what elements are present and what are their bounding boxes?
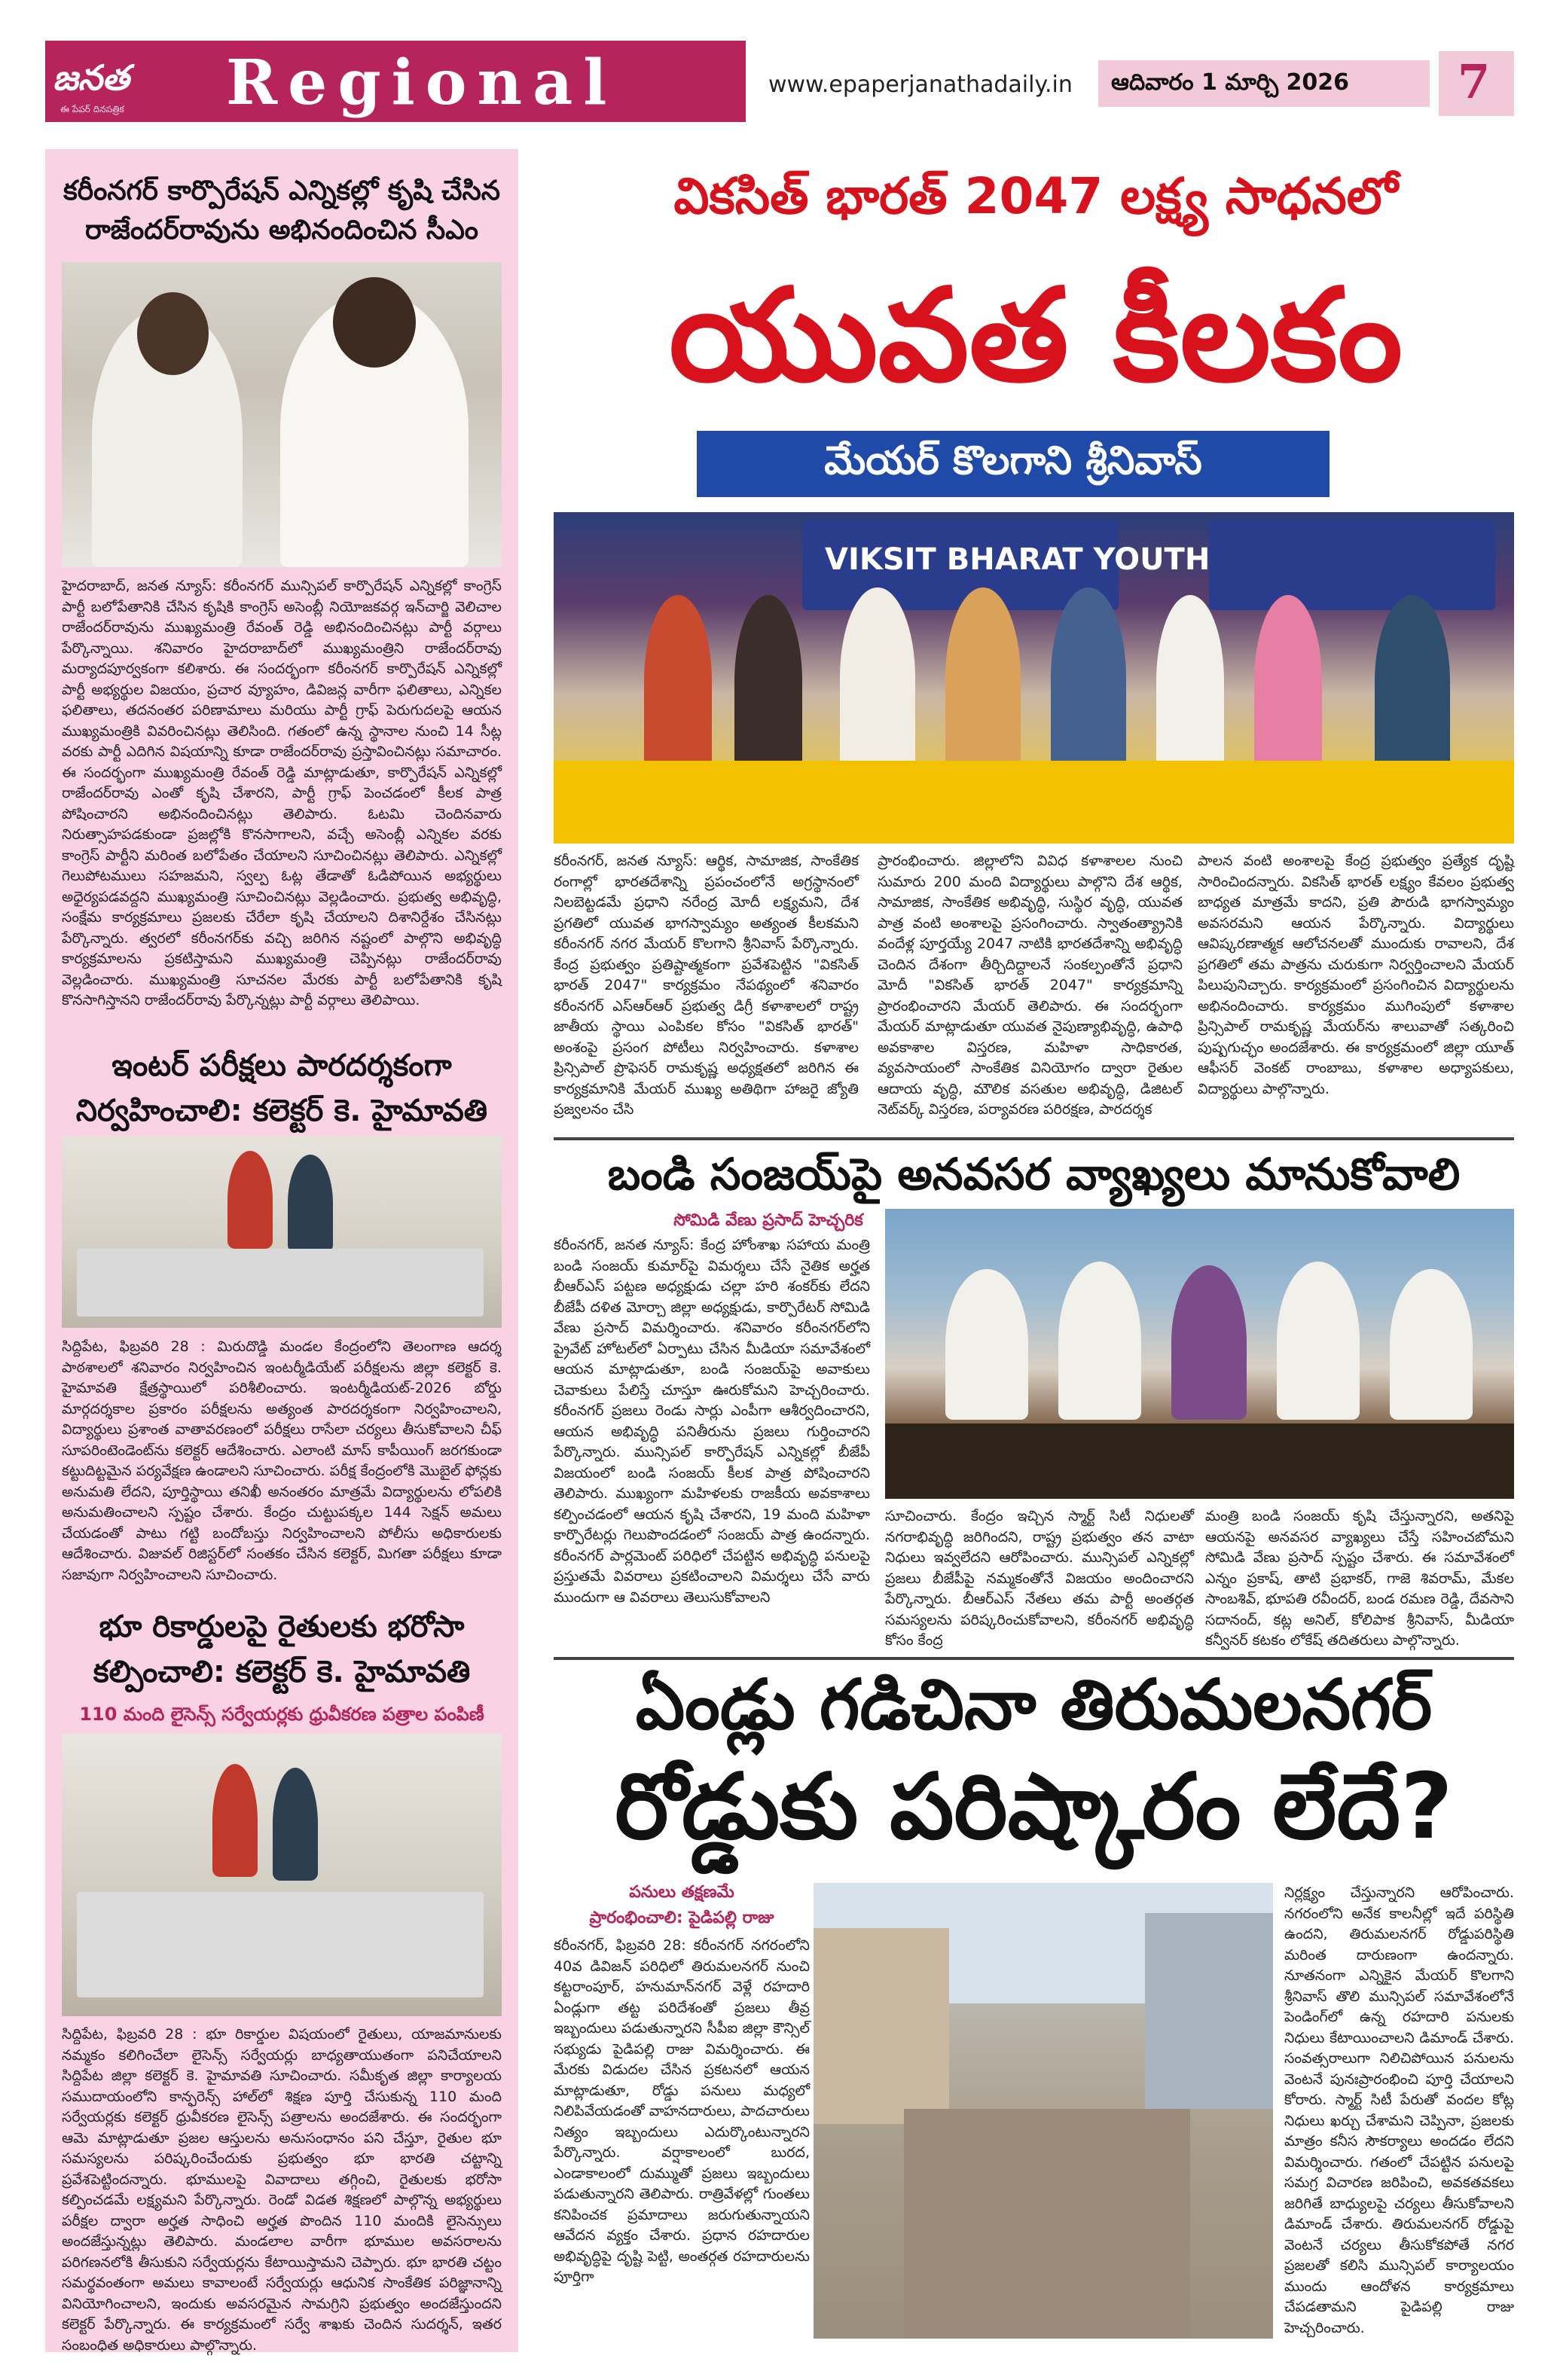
left-story1-body: హైదరాబాద్, జనత న్యూస్: కరీంనగర్ మున్సిపల్ కార్పొరేషన్ ఎన్నికల్లో కాంగ్రెస్ పార్టీ బలోపేతానికి చేసిన కృషికి కాంగ్రెస్ అసెంబ్లీ నియోజకవర్గ ఇన్‌చార్జి వెలిచాల రాజేందర్‌రావును ముఖ్యమంత్రి రేవంత్ రెడ్డి అభినందించినట్లు పార్టీ వర్గాలు పేర్కొన్నాయి. శనివారం హైదరాబాద్‌లో ముఖ్యమంత్రిని రాజేందర్‌రావు మర్యాదపూర్వకంగా కలిశారు. ఈ సందర్భంగా కరీంనగర్ కార్పొరేషన్ ఎన్నికల్లో పార్టీ అభ్యర్థుల విజయం, ప్రచార వ్యూహం, డివిజన్ల వారీగా ఫలితాలు, ఎన్నికల ఫలితాలు, తదనంతర పరిణామాలు మరియు పార్టీ గ్రాఫ్ పెరుగుదలపై ఆయన ముఖ్యమంత్రికి వివరించినట్లు తెలిసింది. గతంలో ఉన్న స్థానాల నుంచి 14 సీట్ల వరకు పార్టీ ఎదిగిన విషయాన్ని కూడా రాజేందర్‌రావు ప్రస్తావించినట్లు సమాచారం. ఈ సందర్భంగా ముఖ్యమంత్రి రేవంత్ రెడ్డి మాట్లాడుతూ, కార్పొరేషన్ ఎన్నికల్లో రాజేందర్‌రావు ఎంతో కృషి చేశారని, పార్టీ గ్రాఫ్ పెంచడంలో కీలక పాత్ర పోషించారని అభినందించినట్లు తెలిపారు. ఓటమి చెందినవారు నిరుత్సాహపడకుండా ప్రజల్లోకి కొనసాగాలని, వచ్చే అసెంబ్లీ ఎన్నికల వరకు కాంగ్రెస్ పార్టీని మరింత బలోపేతం చేయాలని సూచించినట్లు తెలిపారు. ఎన్నికల్లో గెలుపోటములు సహజమని, స్వల్ప ఓట్ల తేడాతో ఓడిపోయిన అభ్యర్థులు అధైర్యపడవద్దని ముఖ్యమంత్రి సూచించినట్లు వెల్లడించారు. ప్రభుత్వ అభివృద్ధి, సంక్షేమ కార్యక్రమాలు ప్రజలకు చేరేలా కృషి చేయాలని దిశానిర్దేశం చేసినట్లు పేర్కొన్నారు. త్వరలో కరీంనగర్‌కు వచ్చి జరిగిన నష్టంలో పాల్గొని అభివృద్ధి కార్యక్రమాలను ప్రకటిస్తామని ముఖ్యమంత్రి చెప్పినట్లు రాజేందర్‌రావు వెల్లడించారు. ముఖ్యమంత్రి సూచనల మేరకు పార్టీ బలోపేతానికి కృషి కొనసాగిస్తానని రాజేందర్‌రావు పేర్కొన్నట్లు పార్టీ వర్గాలు తెలిపాయి. xyxy=(62,578,502,1008)
photo-building-right xyxy=(1145,1913,1273,2109)
photo-group-8 xyxy=(1375,595,1450,768)
article2-column3: మంత్రి బండి సంజయ్ కృషి చేస్తున్నారని, అతనిపై ఆయనపై అనవసర వ్యాఖ్యలు చేస్తే సహించబోమని సోమిడి వేణు ప్రసాద్ స్పష్టం చేశారు. ఈ సమావేశంలో ఎన్నం ప్రకాష్, తాటి ప్రభాకర్, గాజె శివరామ్, మేకల సాంబశివ్, భూపతి రవీందర్, బండ రమణ రెడ్డి, దేవసాని సదానంద్, కట్ల అనిల్, కోలిపాక శ్రీనివాస్, మీడియా కన్వీనర్ కటకం లోకేష్ తదితరులు పాల్గొన్నారు. xyxy=(1205,1508,1514,1649)
photo-banner-text: VIKSIT BHARAT YOUTH xyxy=(825,542,1210,577)
left-story3-headline: భూ రికార్డులపై రైతులకు భరోసా కల్పించాలి: కలెక్టర్ కె. హైమావతి xyxy=(93,1610,471,1689)
article1-subhead: మేయర్ కొలగాని శ్రీనివాస్ xyxy=(824,438,1202,484)
left-story3-subheadline: 110 మంది లైసెన్స్ సర్వేయర్లకు ధ్రువీకరణ పత్రాల పంపిణీ xyxy=(79,1704,484,1725)
left-story3-photo xyxy=(62,1734,502,2016)
article1-column2: ప్రారంభించారు. జిల్లాలోని వివిధ కళాశాలల నుంచి సుమారు 200 మంది విద్యార్థులు పాల్గొని దేశ ఆర్థిక, సామాజిక, సాంకేతిక అభివృద్ధి, సుస్థిర వృద్ధి, యువత పాత్ర వంటి అంశాలపై ప్రసంగించారు. స్వాతంత్య్రానికి వందేళ్ల పూర్తయ్యే 2047 నాటికి భారతదేశాన్ని అభివృద్ధి చెందిన దేశంగా తీర్చిదిద్దాలనే సంకల్పంతోనే ప్రధాని మోదీ "వికసిత్ భారత్ 2047" కార్యక్రమాన్ని ప్రారంభించారని మేయర్ తెలిపారు. ఈ సందర్భంగా మేయర్ మాట్లాడుతూ యువత నైపుణ్యాభివృద్ధి, ఉపాధి అవకాశాల విస్తరణ, మహిళా సాధికారత, వ్యవసాయంలో సాంకేతిక వినియోగం ద్వారా రైతుల ఆదాయ వృద్ధి, మౌలిక వసతుల అభివృద్ధి, డిజిటల్ నెట్‌వర్క్ విస్తరణ, పర్యావరణ పరిరక్షణ, పారదర్శక xyxy=(878,853,1183,1118)
article2-headline: బండి సంజయ్‌పై అనవసర వ్యాఖ్యలు మానుకోవాలి xyxy=(607,1149,1461,1200)
photo-table xyxy=(554,761,1514,844)
left-story2-photo xyxy=(62,1136,502,1328)
article2-photo xyxy=(885,1209,1514,1499)
photo-group-7 xyxy=(1254,595,1322,768)
article2-byline: సోమిడి వేణు ప్రసాద్ హెచ్చరిక xyxy=(673,1211,863,1230)
photo-press-3 xyxy=(1171,1265,1247,1420)
photo-official-1 xyxy=(227,1151,273,1249)
article3-kicker-line2: ప్రారంభించాలి: పైడిపల్లి రాజు xyxy=(589,1909,774,1927)
photo-group-1 xyxy=(644,595,712,768)
left-story1-photo xyxy=(62,262,502,567)
photo-group-2 xyxy=(734,595,802,768)
article3-column3: నిర్లక్ష్యం చేస్తున్నారని ఆరోపించారు. నగరంలోని అనేక కాలనీల్లో ఇదే పరిస్థితి ఉందని, తిరుమలనగర్ రోడ్డుపరిస్థితి మరింత దారుణంగా ఉందన్నారు. నూతనంగా ఎన్నికైన మేయర్ కొలగాని శ్రీనివాస్ తొలి మున్సిపల్ సమావేశంలోనే పెండింగ్‌లో ఉన్న రహదారి పనులకు నిధులు కేటాయించాలని డిమాండ్ చేశారు. సంవత్సరాలుగా నిలిచిపోయిన పనులను వెంటనే పునఃప్రారంభించి పూర్తి చేయాలని కోరారు. స్మార్ట్ సిటీ పేరుతో వందల కోట్ల నిధులు ఖర్చు చేశామని చెప్పినా, ప్రజలకు మాత్రం కనీస సౌకర్యాలు అందడం లేదని విమర్శించారు. గతంలో చేపట్టిన పనులపై సమగ్ర విచారణ జరిపించి, అవకతవకలు జరిగితే బాధ్యులపై చర్యలు తీసుకోవాలని డిమాండ్ చేశారు. తిరుమలనగర్ రోడ్డుపై వెంటనే చర్యలు తీసుకోకపోతే నగర ప్రజలతో కలిసి మున్సిపల్ కార్యాలయం ముందు ఆందోళన కార్యక్రమాలు చేపడతామని పైడిపల్లి రాజు హెచ్చరించారు. xyxy=(1284,1884,1514,2336)
logo-tagline: ఈ పేపర్ దినపత్రిక xyxy=(60,104,124,114)
article2-column1: కరీంనగర్, జనత న్యూస్: కేంద్ర హోంశాఖ సహాయ మంత్రి బండి సంజయ్ కుమార్‌పై విమర్శలు చేసే నైతిక అర్హత బీఆర్ఎస్ పట్టణ అధ్యక్షుడు చల్లా హరి శంకర్‌కు లేదని బీజేపీ దళిత మోర్చా జిల్లా అధ్యక్షుడు, కార్పొరేటర్ సోమిడి వేణు ప్రసాద్ విమర్శించారు. శనివారం కరీంనగర్‌లోని ప్రైవేట్ హోటల్‌లో ఏర్పాటు చేసిన మీడియా సమావేశంలో ఆయన మాట్లాడుతూ, బండి సంజయ్‌పై అవాకులు చెవాకులు పేలిస్తే చూస్తూ ఊరుకోమని హెచ్చరించారు. కరీంనగర్ ప్రజలు రెండు సార్లు ఎంపీగా ఆశీర్వదించారని, ఆయన అభివృద్ధి పనితీరును ప్రజలు గుర్తించారని పేర్కొన్నారు. మున్సిపల్ కార్పొరేషన్ ఎన్నికల్లో బీజేపీ విజయంలో బండి సంజయ్ కీలక పాత్ర పోషించారని తెలిపారు. ముఖ్యంగా మహిళలకు రాజకీయ అవకాశాలు కల్పించడంలో ఆయన కృషి చేశారని, 19 మంది మహిళా కార్పొరేటర్లు గెలుపొందడంలో సంజయ్ పాత్ర ఉందన్నారు. కరీంనగర్ పార్లమెంట్ పరిధిలో చేపట్టిన అభివృద్ధి పనులపై ప్రస్తుతమే వివరాలు ప్రకటించాలని విమర్శలు చేసే వారు ముందుగా ఆ వివరాలు తెలుసుకోవాలని xyxy=(554,1237,870,1606)
photo-official-3 xyxy=(212,1764,258,1877)
photo-press-2 xyxy=(1058,1262,1141,1420)
photo-head-left xyxy=(137,292,209,375)
photo-building-left xyxy=(814,1928,949,2124)
photo-desks xyxy=(77,1249,484,1317)
photo-press-5 xyxy=(1390,1269,1473,1420)
left-story3-body: సిద్దిపేట, ఫిబ్రవరి 28 : భూ రికార్డుల విషయంలో రైతులు, యాజమానులకు నమ్మకం కలిగించేలా లైసెన్స్ సర్వేయర్లు బాధ్యతాయుతంగా పనిచేయాలని సిద్దిపేట జిల్లా కలెక్టర్ కె. హైమావతి సూచించారు. సమీకృత జిల్లా కార్యాలయ సముదాయంలోని కాన్ఫరెన్స్ హాల్‌లో శిక్షణ పూర్తి చేసుకున్న 110 మంది సర్వేయర్లకు కలెక్టర్ ధ్రువీకరణ లైసెన్స్ పత్రాలను అందజేశారు. ఈ సందర్భంగా ఆమె మాట్లాడుతూ ప్రజల ఆస్తులను అనుసంధానం పని చేస్తూ, రైతుల భూ సమస్యలను పరిష్కరించేందుకు ప్రభుత్వం భూ భారతి చట్టాన్ని ప్రవేశపెట్టిందన్నారు. భూములపై వివాదాలు తగ్గించి, రైతులకు భరోసా కల్పించడమే లక్ష్యమని పేర్కొన్నారు. రెండో విడత శిక్షణలో పాల్గొన్న అభ్యర్థులు పరీక్షల ద్వారా అర్హత సాధించి అర్హత పొందిన 110 మందికి లైసెన్సులు అందజేస్తున్నట్లు తెలిపారు. మండలాల వారీగా భూముల అవసరాలను పరిగణనలోకి తీసుకుని సర్వేయర్లను కేటాయిస్తామని చెప్పారు. భూ భారతి చట్టం సమర్థవంతంగా అమలు కావాలంటే సర్వేయర్లు ఆధునిక సాంకేతిక పరిజ్ఞానాన్ని వినియోగించాలని, ఇందుకు అవసరమైన సామగ్రిని ప్రభుత్వం అందజేస్తుందని కలెక్టర్ పేర్కొన్నారు. ఈ కార్యక్రమంలో సర్వే శాఖకు చెందిన సుదర్శన్, ఇతర సంబంధిత అధికారులు పాల్గొన్నారు. xyxy=(62,2026,502,2354)
photo-press-4 xyxy=(1277,1262,1360,1420)
photo-press-table xyxy=(885,1423,1514,1499)
article3-column1: కరీంనగర్, ఫిబ్రవరి 28: కరీంనగర్ నగరంలోని 40వ డివిజన్ పరిధిలో తిరుమలనగర్ నుంచి కట్టరాంపూర్, హనుమాన్‌నగర్ వెళ్లే రహదారి ఏండ్లుగా తట్ట పరిదేశంతో ప్రజలు తీవ్ర ఇబ్బందులు పడుతున్నారని సీపీఐ జిల్లా కౌన్సిల్ సభ్యుడు పైడిపల్లి రాజు విమర్శించారు. ఈ మేరకు విడుదల చేసిన ప్రకటనలో ఆయన మాట్లాడుతూ, రోడ్డు పనులు మధ్యలో నిలిపివేయడంతో వాహనదారులు, పాదచారులు నిత్యం ఇబ్బందులు ఎదుర్కొంటున్నారని పేర్కొన్నారు. వర్షాకాలంలో బురద, ఎండాకాలంలో దుమ్ముతో ప్రజలు ఇబ్బందులు పడుతున్నారని తెలిపారు. రాత్రివేళల్లో గుంతలు కనిపించక ప్రమాదాలు జరుగుతున్నాయని ఆవేదన వ్యక్తం చేశారు. ప్రధాన రహదారుల అభివృద్ధిపై దృష్టి పెట్టి, అంతర్గత రహదారులను పూర్తిగా xyxy=(554,1937,810,2285)
article1-photo xyxy=(554,512,1514,844)
newspaper-logo: జనత xyxy=(53,57,130,98)
article1-column3: పాలన వంటి అంశాలపై కేంద్ర ప్రభుత్వం ప్రత్యేక దృష్టి సారించిందన్నారు. వికసిత్ భారత్ లక్ష్యం కేవలం ప్రభుత్వ బాధ్యత మాత్రమే కాదని, ప్రతి పౌరుడి భాగస్వామ్యం అవసరమని ఆయన పేర్కొన్నారు. విద్యార్థులు ఆవిష్కరణాత్మక ఆలోచనలతో ముందుకు రావాలని, దేశ ప్రగతిలో తమ పాత్రను చురుకుగా నిర్వర్తించాలని మేయర్ పిలుపునిచ్చారు. కార్యక్రమంలో ప్రసంగించిన విద్యార్థులను అభినందించారు. కార్యక్రమం ముగింపులో కళాశాల ప్రిన్సిపాల్ రామకృష్ణ మేయర్‌ను శాలువాతో సత్కరించి పుష్పగుచ్ఛం అందజేశారు. ఈ కార్యక్రమంలో జిల్లా యూత్ ఆఫీసర్ వెంకట్ రాంబాబు, కళాశాల అధ్యాపకులు, విద్యార్థులు పాల్గొన్నారు. xyxy=(1198,853,1514,1097)
photo-group-5 xyxy=(1051,587,1126,768)
website-url[interactable]: www.epaperjanathadaily.in xyxy=(768,72,1073,98)
photo-desks-2 xyxy=(77,1892,484,1997)
photo-group-6 xyxy=(1156,595,1224,768)
article1-kicker: వికసిత్ భారత్ 2047 లక్ష్య సాధనలో xyxy=(673,167,1398,225)
photo-stage-banner-right xyxy=(1209,520,1495,610)
left-story1-headline: కరీంనగర్ కార్పొరేషన్ ఎన్నికల్లో కృషి చేసిన రాజేందర్‌రావును అభినందించిన సీఎం xyxy=(63,175,501,246)
article3-headline-line1: ఏండ్లు గడిచినా తిరుమలనగర్ xyxy=(635,1664,1433,1745)
page-number: 7 xyxy=(1458,54,1491,109)
section-title: Regional xyxy=(226,47,618,119)
photo-road xyxy=(904,2109,1190,2339)
photo-group-4 xyxy=(945,587,1021,768)
article1-headline: యువత కీలకం xyxy=(669,260,1403,410)
divider-rule xyxy=(554,1137,1514,1140)
left-story2-headline: ఇంటర్ పరీక్షలు పారదర్శకంగా నిర్వహించాలి: కలెక్టర్ కె. హైమావతి xyxy=(75,1048,488,1128)
article3-kicker-line1: పనులు తక్షణమే xyxy=(629,1883,734,1902)
issue-date: ఆదివారం 1 మార్చి 2026 xyxy=(1111,69,1350,96)
divider-rule-2 xyxy=(554,1657,1514,1660)
article2-column2: సూచించారు. కేంద్రం ఇచ్చిన స్మార్ట్ సిటీ నిధులతో నగరాభివృద్ధి జరిగిందని, రాష్ట్ర ప్రభుత్వం తన వాటా నిధులు ఇవ్వలేదని ఆరోపించారు. మున్సిపల్ ఎన్నికల్లో ప్రజలు బీజేపీపై నమ్మకంతోనే విజయం అందించారని పేర్కొన్నారు. బీఆర్ఎస్ నేతలు తమ పార్టీ అంతర్గత సమస్యలను పరిష్కరించుకోవాలని, కరీంనగర్ అభివృద్ధి కోసం కేంద్ర xyxy=(885,1508,1194,1649)
photo-press-1 xyxy=(945,1269,1028,1420)
left-story2-body: సిద్దిపేట, ఫిబ్రవరి 28 : మిరుదొడ్డి మండల కేంద్రంలోని తెలంగాణ ఆదర్శ పాఠశాలలో శనివారం నిర్వహించిన ఇంటర్మీడియేట్ పరీక్షలను జిల్లా కలెక్టర్ కె. హైమావతి క్షేత్రస్థాయిలో పరిశీలించారు. ఇంటర్మీడియట్-2026 బోర్డు మార్గదర్శకాల ప్రకారం పరీక్షలను అత్యంత పారదర్శకంగా నిర్వహించాలని, విద్యార్థులు ప్రశాంత వాతావరణంలో పరీక్షలు రాసేలా చర్యలు తీసుకోవాలని చీఫ్ సూపరింటెండెంట్‌ను కలెక్టర్ ఆదేశించారు. ఎలాంటి మాస్ కాపీయింగ్ జరగకుండా కట్టుదిట్టమైన పర్యవేక్షణ ఉండాలని సూచించారు. పరీక్ష కేంద్రంలోకి మొబైల్ ఫోన్లకు అనుమతి లేదని, పూర్తిస్థాయి తనిఖీ అనంతరం మాత్రమే విద్యార్థులను లోపలికి అనుమతించాలని స్పష్టం చేశారు. కేంద్రం చుట్టుపక్కల 144 సెక్షన్ అమలు చేయడంతో పాటు గట్టి బందోబస్తు నిర్వహించాలని పోలీసు అధికారులకు ఆదేశించారు. విజువల్ రిజిస్టర్‌లో సంతకం చేసిన కలెక్టర్, మిగతా పరీక్షలు కూడా సజావుగా నిర్వహించాలని సూచించారు. xyxy=(62,1338,502,1583)
photo-head-right xyxy=(333,277,416,368)
photo-group-3 xyxy=(840,587,915,768)
photo-official-4 xyxy=(273,1768,318,1881)
article1-column1: కరీంనగర్, జనత న్యూస్: ఆర్థిక, సామాజిక, సాంకేతిక రంగాల్లో భారతదేశాన్ని ప్రపంచంలోనే అగ్రస్థానంలో నిలబెట్టడమే ప్రధాని నరేంద్ర మోదీ లక్ష్యమని, దేశ ప్రగతిలో యువత భాగస్వామ్యం అత్యంత కీలకమని కరీంనగర్ నగర మేయర్ కొలగాని శ్రీనివాస్ పేర్కొన్నారు. కేంద్ర ప్రభుత్వం ప్రతిష్టాత్మకంగా ప్రవేశపెట్టిన "వికసిత్ భారత్ 2047" కార్యక్రమం నేపథ్యంలో శనివారం కరీంనగర్ ఎస్ఆర్ఆర్ ప్రభుత్వ డిగ్రీ కళాశాలలో రాష్ట్ర జాతీయ స్థాయి ఎంపికల కోసం "వికసిత్ భారత్" అంశంపై ప్రసంగ పోటీలు నిర్వహించారు. కళాశాల ప్రిన్సిపాల్ ప్రొఫెసర్ రామకృష్ణ అధ్యక్షతలో జరిగిన ఈ కార్యక్రమానికి మేయర్ ముఖ్య అతిథిగా హాజరై జ్యోతి ప్రజ్వలనం చేసి xyxy=(554,853,859,1118)
article3-road-photo xyxy=(814,1883,1273,2339)
photo-official-2 xyxy=(288,1155,333,1253)
article3-headline-line2: రోడ్డుకు పరిష్కారం లేదే? xyxy=(615,1755,1453,1860)
